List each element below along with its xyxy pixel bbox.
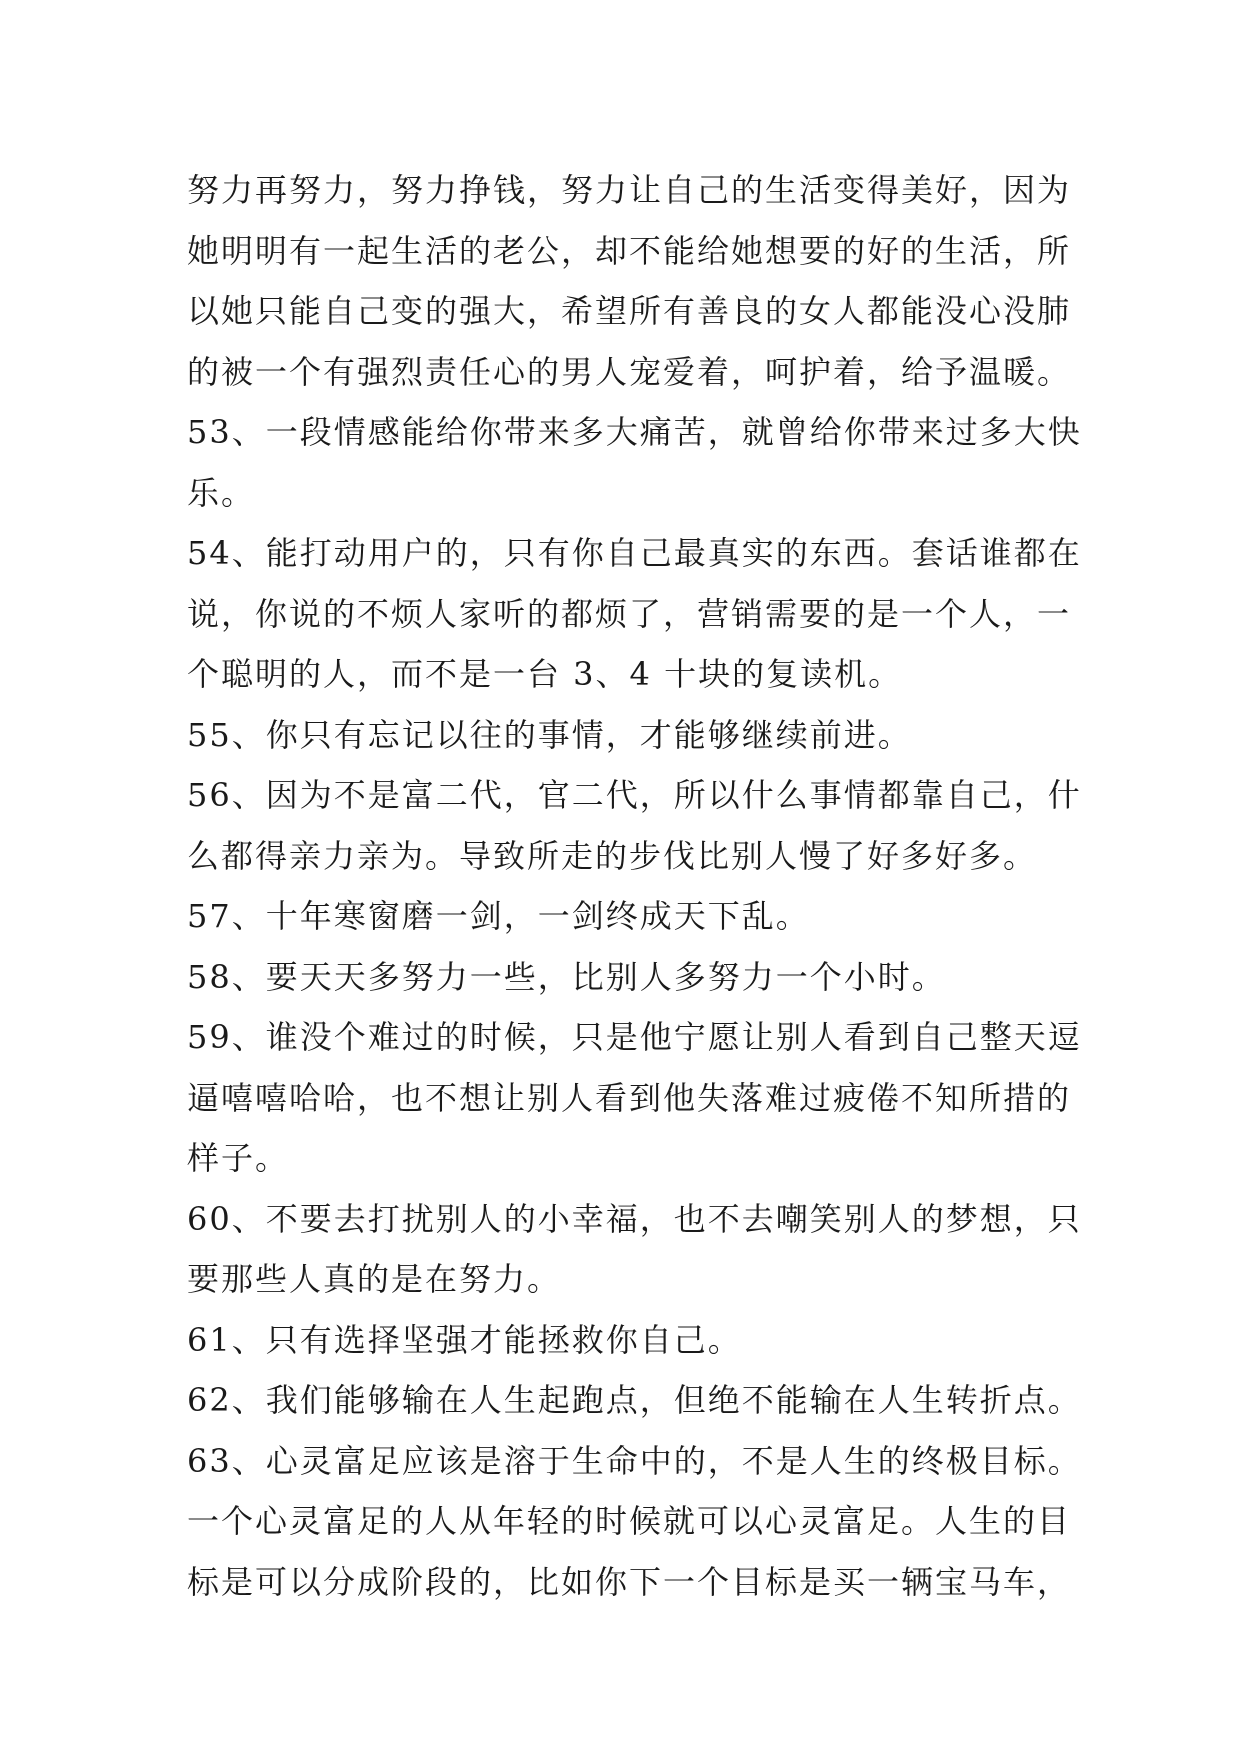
text-line: 一个心灵富足的人从年轻的时候就可以心灵富足。人生的目 (187, 1502, 1072, 1540)
text-line: 60、不要去打扰别人的小幸福，也不去嘲笑别人的梦想，只 (187, 1199, 1082, 1238)
text-line: 53、一段情感能给你带来多大痛苦，就曾给你带来过多大快 (187, 413, 1082, 451)
text-line: 61、只有选择坚强才能拯救你自己。 (187, 1320, 742, 1359)
text-line: 样子。 (187, 1139, 290, 1177)
text-line: 57、十年寒窗磨一剑，一剑终成天下乱。 (187, 897, 810, 935)
text-line: 58、要天天多努力一些，比别人多努力一个小时。 (187, 957, 946, 996)
text-line: 56、因为不是富二代，官二代，所以什么事情都靠自己，什 (187, 776, 1082, 814)
text-line: 63、心灵富足应该是溶于生命中的，不是人生的终极目标。 (187, 1441, 1082, 1480)
text-line: 她明明有一起生活的老公，却不能给她想要的好的生活，所 (187, 231, 1072, 270)
text-line: 努力再努力，努力挣钱，努力让自己的生活变得美好，因为 (187, 171, 1072, 209)
text-line: 说，你说的不烦人家听的都烦了，营销需要的是一个人，一 (187, 594, 1072, 633)
text-line: 么都得亲力亲为。导致所走的步伐比别人慢了好多好多。 (187, 836, 1038, 875)
text-line: 要那些人真的是在努力。 (187, 1260, 562, 1298)
text-line: 55、你只有忘记以往的事情，才能够继续前进。 (187, 715, 912, 754)
text-line: 54、能打动用户的，只有你自己最真实的东西。套话谁都在 (187, 534, 1082, 572)
text-line: 以她只能自己变的强大，希望所有善良的女人都能没心没肺 (187, 292, 1072, 330)
text-line: 逼嘻嘻哈哈，也不想让别人看到他失落难过疲倦不知所措的 (187, 1078, 1072, 1117)
text-line: 的被一个有强烈责任心的男人宠爱着，呵护着，给予温暖。 (187, 352, 1072, 391)
text-line: 标是可以分成阶段的，比如你下一个目标是买一辆宝马车， (187, 1562, 1072, 1601)
document-body (187, 160, 1087, 1612)
text-line: 59、谁没个难过的时候，只是他宁愿让别人看到自己整天逗 (187, 1018, 1082, 1056)
text-line: 乐。 (187, 473, 256, 512)
text-line: 个聪明的人，而不是一台 3、4 十块的复读机。 (187, 655, 903, 693)
text-line: 62、我们能够输在人生起跑点，但绝不能输在人生转折点。 (187, 1381, 1082, 1419)
